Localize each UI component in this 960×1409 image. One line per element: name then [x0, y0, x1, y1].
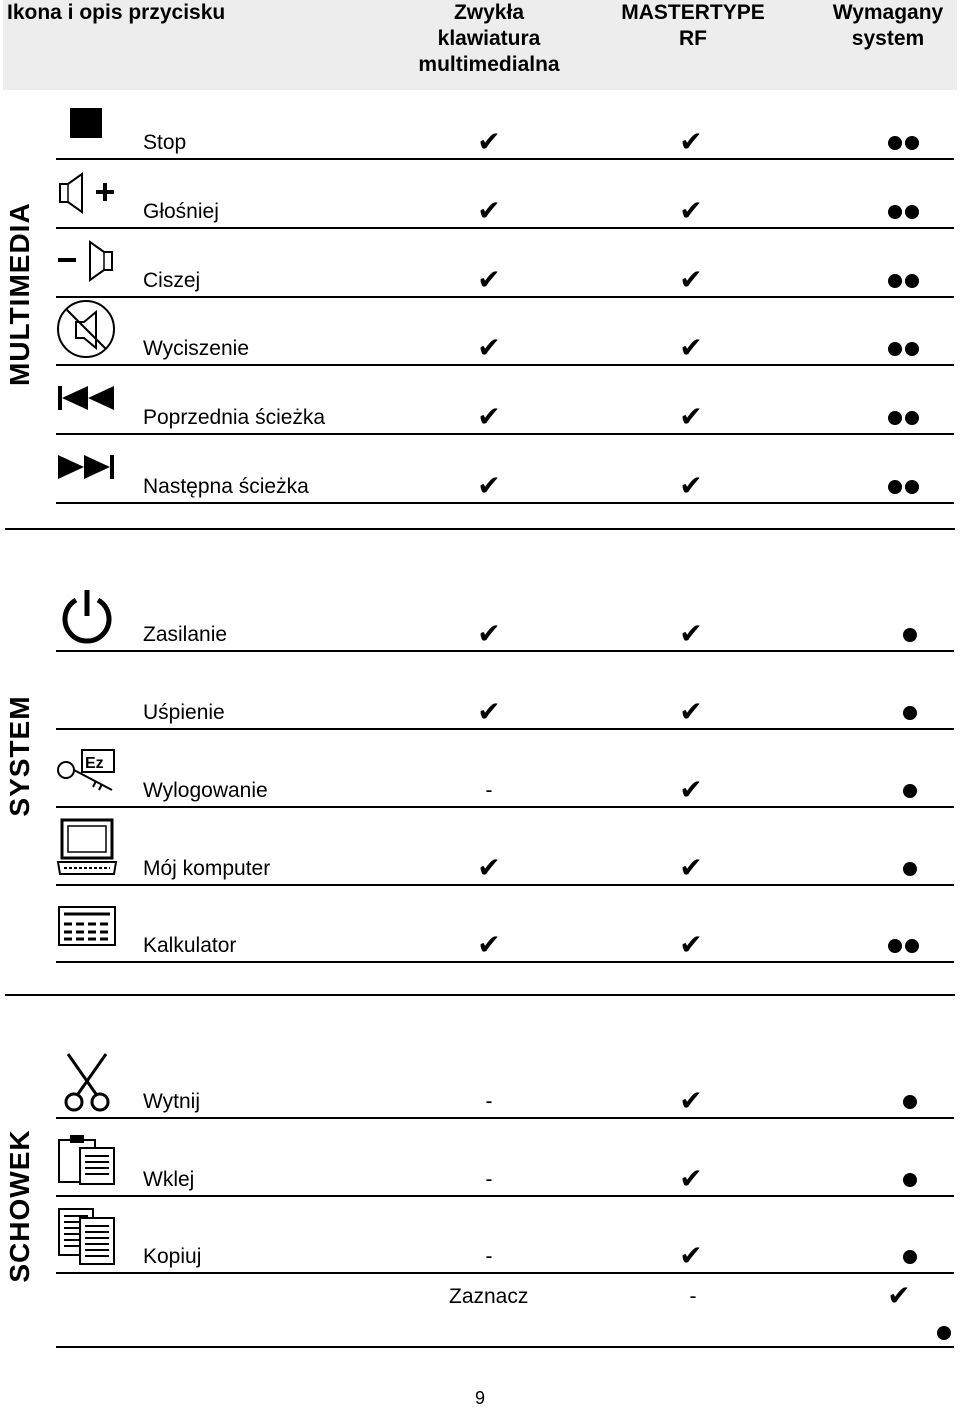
section-label-clipboard: SCHOWEK [4, 1129, 35, 1283]
row-divider [56, 364, 954, 366]
check-mark: ✔ [477, 852, 501, 883]
function-label: Następna ścieżka [143, 475, 309, 498]
copy-documents-icon [58, 1208, 118, 1266]
check-mark: ✔ [679, 774, 703, 805]
row-divider [56, 433, 954, 435]
function-label: Głośniej [143, 200, 219, 223]
function-label: Kopiuj [143, 1245, 202, 1268]
row-divider [56, 650, 954, 652]
system-dot [905, 205, 919, 219]
check-mark: ✔ [477, 264, 501, 295]
row-divider [56, 961, 954, 963]
header-mastertype-rf: MASTERTYPE RF [621, 1, 765, 50]
my-computer-icon [56, 818, 118, 878]
section-separator [5, 994, 955, 996]
function-label: Wylogowanie [143, 779, 268, 802]
paste-clipboard-icon [58, 1134, 118, 1186]
row-divider [56, 1117, 954, 1119]
system-dot [888, 205, 902, 219]
function-label: Wyciszenie [143, 337, 250, 360]
check-mark: ✔ [679, 470, 703, 501]
function-label: Zaznacz [449, 1285, 529, 1308]
logoff-key-icon [56, 746, 118, 794]
check-mark: ✔ [679, 195, 703, 226]
system-dot [903, 1173, 917, 1187]
check-mark: ✔ [477, 470, 501, 501]
function-label: Zasilanie [143, 623, 228, 646]
check-mark: ✔ [477, 401, 501, 432]
check-mark: ✔ [679, 401, 703, 432]
section-label-system: SYSTEM [4, 695, 35, 817]
check-mark: ✔ [679, 126, 703, 157]
check-mark: ✔ [477, 929, 501, 960]
previous-track-icon [58, 386, 118, 412]
system-dot [905, 480, 919, 494]
header-standard-keyboard: Zwykła klawiatura multimedialna [418, 1, 560, 76]
row-divider [56, 728, 954, 730]
dash-mark: - [689, 1285, 697, 1308]
system-dot [888, 342, 902, 356]
svg-text:Ez: Ez [85, 755, 104, 772]
dash-mark: - [485, 1168, 493, 1191]
row-divider [56, 227, 954, 229]
dash-mark: - [485, 1090, 493, 1113]
check-mark: ✔ [477, 195, 501, 226]
system-dot [937, 1326, 951, 1340]
section-label-multimedia: MULTIMEDIA [4, 202, 35, 386]
system-dot [888, 411, 902, 425]
volume-down-icon [56, 240, 118, 284]
system-dot [903, 628, 917, 642]
function-label: Mój komputer [143, 857, 271, 880]
function-label: Uśpienie [143, 701, 225, 724]
row-divider [56, 502, 954, 504]
system-dot [903, 706, 917, 720]
check-mark: ✔ [887, 1280, 911, 1311]
function-label: Poprzednia ścieżka [143, 406, 326, 429]
system-dot [888, 274, 902, 288]
system-dot [903, 1250, 917, 1264]
function-label: Wytnij [143, 1090, 200, 1113]
check-mark: ✔ [679, 1240, 703, 1271]
calculator-icon [58, 906, 116, 946]
check-mark: ✔ [477, 332, 501, 363]
function-label: Stop [143, 131, 187, 154]
check-mark: ✔ [679, 1163, 703, 1194]
header-icon-description: Ikona i opis przycisku [7, 1, 226, 24]
check-mark: ✔ [477, 696, 501, 727]
system-dot [903, 784, 917, 798]
check-mark: ✔ [679, 1085, 703, 1116]
row-divider [56, 806, 954, 808]
table-header [3, 0, 957, 90]
system-dot [905, 274, 919, 288]
function-label: Kalkulator [143, 934, 237, 957]
function-label: Ciszej [143, 269, 201, 292]
row-divider [56, 158, 954, 160]
dash-mark: - [485, 1245, 493, 1268]
section-separator [5, 528, 955, 530]
check-mark: ✔ [679, 264, 703, 295]
system-dot [903, 1095, 917, 1109]
check-mark: ✔ [477, 618, 501, 649]
check-mark: ✔ [679, 852, 703, 883]
scissors-icon [62, 1052, 112, 1112]
system-dot [905, 939, 919, 953]
power-icon [60, 588, 114, 646]
system-dot [905, 411, 919, 425]
row-divider [56, 884, 954, 886]
system-dot [905, 342, 919, 356]
check-mark: ✔ [679, 618, 703, 649]
system-dot [903, 862, 917, 876]
system-dot [905, 136, 919, 150]
system-dot [888, 136, 902, 150]
check-mark: ✔ [679, 696, 703, 727]
page-number: 9 [474, 1388, 485, 1408]
mute-icon [56, 298, 118, 360]
row-divider [56, 1195, 954, 1197]
stop-icon [70, 108, 104, 140]
next-track-icon [58, 455, 118, 481]
row-divider [56, 1346, 954, 1348]
dash-mark: - [485, 779, 493, 802]
header-required-system: Wymagany system [832, 1, 944, 50]
row-divider [56, 296, 954, 298]
system-dot [888, 480, 902, 494]
sleep-moon-icon [70, 676, 110, 714]
check-mark: ✔ [679, 332, 703, 363]
check-mark: ✔ [477, 126, 501, 157]
check-mark: ✔ [679, 929, 703, 960]
row-divider [56, 1272, 954, 1274]
volume-up-icon [58, 172, 118, 216]
function-label: Wklej [143, 1168, 195, 1191]
system-dot [888, 939, 902, 953]
